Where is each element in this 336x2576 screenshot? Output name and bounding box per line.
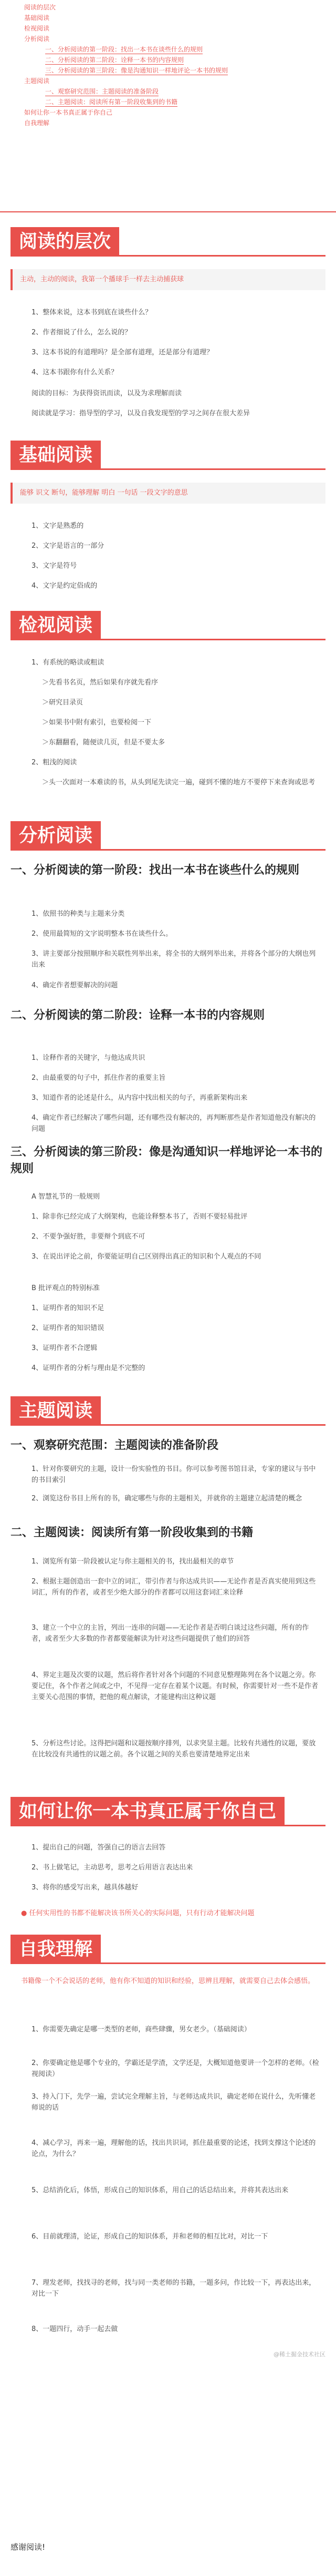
list-item: 3、文字是符号 bbox=[32, 562, 77, 570]
toc-link[interactable]: 阅读的层次 bbox=[24, 4, 56, 11]
list-item: 2、使用最简短的文字说明整本书在谈些什么。 bbox=[32, 930, 173, 938]
list-item: 2、由最重要的句子中，抓住作者的重要主旨 bbox=[32, 1074, 166, 1082]
list-item: 1、浏览所有第一阶段被认定与你主题相关的书，找出最相关的章节 bbox=[32, 1558, 234, 1566]
section-underline bbox=[10, 639, 326, 640]
callout: ● 任何实用性的书都不能解决该书所关心的实际问题，只有行动才能解决问题 bbox=[21, 1909, 255, 1917]
toc-link[interactable]: 一、分析阅读的第一阶段：找出一本书在谈些什么的规则 bbox=[45, 46, 203, 53]
list-item: 2、文字是语言的一部分 bbox=[32, 542, 104, 550]
toc-link[interactable]: 基础阅读 bbox=[24, 14, 50, 22]
list-item: 2、不要争强好胜，非要辩个到底不可 bbox=[32, 1233, 145, 1241]
list-item: 7、理发老师，找找寻的老师，找与同一类老师的书籍，一题多问，作比较一下，再表达出来，对比一下 bbox=[32, 2279, 316, 2298]
section-title: 如何让你一本书真正属于你自己 bbox=[10, 1797, 285, 1826]
list-item: 1、证明作者的知识不足 bbox=[32, 1304, 104, 1312]
list-item: 2、你要确定他是哪个专业的，学霸还是学渣，文学还是，大概知道他要讲一个怎样的老师。（检视阅读） bbox=[32, 2059, 319, 2078]
list-item: ＞研究目录页 bbox=[42, 699, 83, 707]
list-item: 3、证明作者不合逻辑 bbox=[32, 1344, 98, 1352]
list-item: 1、除非你已经完成了大纲架构，也能诠释整本书了，否则不要轻易批评 bbox=[32, 1213, 248, 1221]
list-item: 2、粗浅的阅读 bbox=[32, 759, 77, 766]
list-item: ＞如果书中附有索引，也要检阅一下 bbox=[42, 719, 152, 727]
section-heading bbox=[10, 1797, 326, 1826]
section-title: 基础阅读 bbox=[10, 441, 101, 470]
section-title: 阅读的层次 bbox=[10, 227, 119, 257]
divider bbox=[0, 211, 336, 212]
toc-link[interactable]: 如何让你一本书真正属于你自己 bbox=[24, 109, 113, 116]
section-underline bbox=[10, 1962, 326, 1964]
list-item: 4、确定作者已经解决了哪些问题，还有哪些没有解决的，再判断那些是作者知道他没有解决的问题 bbox=[32, 1114, 316, 1133]
list-item: 1、整体来说，这本书到底在谈些什么？ bbox=[32, 309, 152, 316]
callout-text: 任何实用性的书都不能解决该书所关心的实际问题，只有行动才能解决问题 bbox=[29, 1909, 255, 1917]
toc-link[interactable]: 二、分析阅读的第二阶段：诠释一本书的内容规则 bbox=[45, 56, 184, 64]
watermark: @稀土掘金技术社区 bbox=[274, 2351, 326, 2358]
list-item: 1、有系统的略读或粗读 bbox=[32, 659, 104, 667]
toc-link[interactable]: 二、主题阅读：阅读所有第一阶段收集到的书籍 bbox=[45, 98, 178, 106]
section-title: 自我理解 bbox=[10, 1935, 101, 1964]
section-title: 主题阅读 bbox=[10, 1396, 101, 1426]
highlight-note: 书籍像一个不会说话的老师，他有你不知道的知识和经验，思辨且理解，就需要自己去体会感悟。 bbox=[21, 1977, 315, 1985]
list-item: ＞先看书名页，然后如果有序就先看序 bbox=[42, 679, 159, 687]
section-heading bbox=[10, 227, 326, 257]
list-item: 5、分析这些讨论。这得把问题和议题按顺序排列，以求突显主题。比较有共通性的议题，要放在比较没有共通性的议题之前。各个议题之间的关系也要清楚地界定出来 bbox=[32, 1740, 316, 1759]
list-item: 1、诠释作者的关键字，与他达成共识 bbox=[32, 1054, 145, 1062]
section-underline bbox=[10, 849, 326, 851]
subheading: 一、观察研究范围：主题阅读的准备阶段 bbox=[10, 1439, 219, 1452]
section-heading bbox=[10, 1396, 105, 1426]
list-item: 1、依照书的种类与主题来分类 bbox=[32, 910, 125, 918]
quote-text: 能够 识文 断句，能够理解 明白 一句话 一段文字的意思 bbox=[20, 489, 188, 497]
list-item: 3、在说出评论之前，你要能证明自己区别得出真正的知识和个人观点的不同 bbox=[32, 1253, 261, 1261]
quote-text: 主动，主动的阅读，我第一个播球手一样去主动捕获球 bbox=[20, 275, 184, 283]
section-title: 分析阅读 bbox=[10, 821, 101, 851]
list-item: 1、提出自己的问题，答强自己的语言去回答 bbox=[32, 1844, 166, 1852]
subheading: 二、分析阅读的第二阶段：诠释一本书的内容规则 bbox=[10, 1009, 265, 1022]
list-item: 8、一题四行，动手一起去做 bbox=[32, 2325, 118, 2333]
section-heading bbox=[10, 441, 105, 470]
list-item: 5、总结消化后，体悟，形成自己的知识体系，用自己的话总结出来，并将其表达出来 bbox=[32, 2186, 289, 2194]
toc-link[interactable]: 主题阅读 bbox=[24, 77, 50, 85]
section-underline bbox=[10, 468, 326, 470]
list-item: B 批评观点的特别标准 bbox=[32, 1284, 100, 1292]
list-item: 3、知道作者的论述是什么，从内容中找出相关的句子，再重新架构出来 bbox=[32, 1094, 248, 1102]
paragraph: 阅读的目标：为获得资讯而读，以及为求理解而读 bbox=[32, 390, 182, 397]
list-item: 4、减心学习，再来一遍，理解他的话，找出共识词，抓住最重要的论述，找到支撑这个论述的论点，为什么？ bbox=[32, 2139, 316, 2158]
subheading: 三、分析阅读的第三阶段：像是沟通知识一样地评论一本书的规则 bbox=[10, 1146, 323, 1175]
list-item: 3、将你的感受写出来，越具体越好 bbox=[32, 1884, 139, 1892]
section-heading bbox=[10, 611, 105, 640]
toc-link[interactable]: 分析阅读 bbox=[24, 35, 50, 43]
list-item: 1、文字是熟悉的 bbox=[32, 522, 84, 530]
blockquote bbox=[10, 483, 326, 504]
list-item: ＞东翻翻看，随便读几页，但是不要太多 bbox=[42, 739, 165, 747]
list-item: 2、书上做笔记，主动思考，思考之后用语言表达出来 bbox=[32, 1864, 193, 1872]
list-item: 2、证明作者的知识错误 bbox=[32, 1324, 104, 1332]
section-underline bbox=[10, 255, 326, 257]
toc-link[interactable]: 自我理解 bbox=[24, 119, 50, 127]
subheading: 一、分析阅读的第一阶段：找出一本书在谈些什么的规则 bbox=[10, 864, 300, 877]
list-item: 4、这本书跟你有什么关系？ bbox=[32, 369, 118, 376]
list-item: 2、根据主题创造出一套中立的词汇，带引作者与你达成共识——无论作者是否真实使用到这些词汇，所有的作者，或者至少绝大部分的作者都可以用这套词汇来诠释 bbox=[32, 1578, 316, 1597]
blockquote bbox=[10, 269, 326, 290]
section-heading bbox=[10, 1935, 105, 1964]
list-item: 3、建立一个中立的主旨，列出一连串的问题——无论作者是否明白谈过这些问题，所有的作者，或者至少大多数的作者都要能解读为针对这些问题提供了他们的回答 bbox=[32, 1624, 309, 1643]
list-item: 4、界定主题及次要的议题，然后将作者针对各个问题的不同意见整理陈列在各个议题之旁。你要记住，各个作者之间或之中，不见得一定存在着某个议题。有时候，你需要针对一些不是作者主要关心范围的事情，把他的观点解读，才能建构出这种议题 bbox=[32, 1671, 319, 1701]
list-item: 2、作者细说了什么，怎么说的？ bbox=[32, 329, 132, 336]
section-underline bbox=[10, 1424, 326, 1426]
closing-text: 感谢阅读! bbox=[10, 2542, 46, 2552]
list-item: 2、浏览这份书目上所有的书，确定哪些与你的主题相关，并就你的主题建立起清楚的概念 bbox=[32, 1495, 302, 1502]
list-item: 3、讲主要部分按照顺序和关联性列举出来，将全书的大纲列举出来，并将各个部分的大纲也列出来 bbox=[32, 950, 316, 969]
list-item: 4、确定作者想要解决的问题 bbox=[32, 982, 118, 989]
section-heading bbox=[10, 821, 105, 851]
toc-link[interactable]: 三、分析阅读的第三阶段：像是沟通知识一样地评论一本书的规则 bbox=[45, 67, 228, 74]
list-item: ＞头一次面对一本难读的书，从头到尾先读完一遍，碰到不懂的地方不要停下来查询或思考 bbox=[42, 779, 316, 786]
section-title: 检视阅读 bbox=[10, 611, 101, 640]
toc-link[interactable]: 一、观察研究范围：主题阅读的准备阶段 bbox=[45, 88, 159, 95]
list-item: 6、目前就理清，论证，形成自己的知识体系，并和老师的相互比对，对比一下 bbox=[32, 2233, 268, 2241]
list-item: 4、证明作者的分析与理由是不完整的 bbox=[32, 1364, 145, 1372]
list-item: A 智慧礼节的一般规则 bbox=[32, 1193, 100, 1201]
list-item: 4、文字是约定俗成的 bbox=[32, 582, 98, 590]
list-item: 3、持入门下，先学一遍，尝试完全理解主旨，与老师达成共识，确定老师在说什么，先听懂老师说的话 bbox=[32, 2093, 316, 2112]
list-item: 1、针对你要研究的主题，设计一份实验性的书目。你可以参考图书馆目录，专家的建议与书中的书目索引 bbox=[32, 1465, 316, 1484]
subheading: 二、主题阅读：阅读所有第一阶段收集到的书籍 bbox=[10, 1526, 254, 1539]
toc-link[interactable]: 检视阅读 bbox=[24, 25, 50, 32]
list-item: 3、这本书说的有道理吗？是全部有道理，还是部分有道理？ bbox=[32, 349, 214, 356]
paragraph: 阅读就是学习：指导型的学习，以及自我发现型的学习之间存在很大差异 bbox=[32, 410, 250, 417]
section-underline bbox=[10, 1825, 326, 1826]
list-item: 1、你需要先确定是哪一类型的老师，商些肆骤，男女老少。（基础阅读） bbox=[32, 2026, 251, 2033]
